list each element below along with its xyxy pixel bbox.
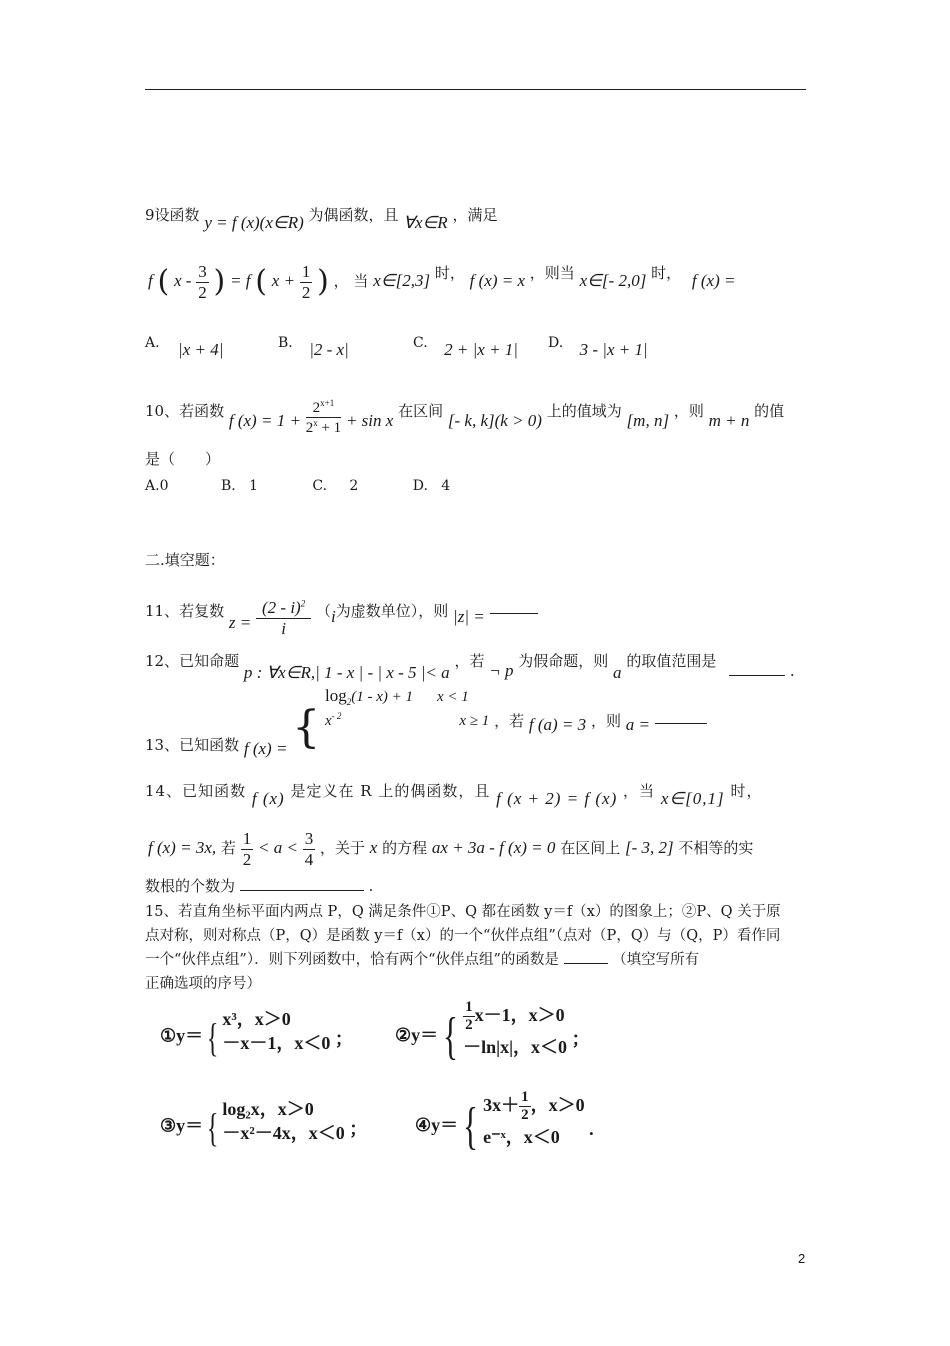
q10-frac: $\frac{2^{x+1}}{2^x + 1}$ xyxy=(305,398,342,437)
q10-line1: 10、若函数 f (x) = 1 + $\frac{2^{x+1}}{2^x + 1}$ + sin x 在区间 [- k, k](k > 0) 上的值域为 [m, n] ，则 m + n 的值 xyxy=(145,398,785,437)
q14-frac-1: $\frac{1}{2}$ xyxy=(242,829,252,869)
q10-opt-c: C. 2 xyxy=(312,478,359,494)
q12-line: 12、已知命题 p : ∀x∈R,| 1 - x | - | x - 5 |< a ，若 ¬ p 为假命题，则 a 的取值范围是 . xyxy=(145,652,795,682)
q15-line4: 正确选项的序号） xyxy=(145,976,261,992)
q9-opt-c: C. 2 + |x + 1| xyxy=(413,335,518,359)
q10-opt-d: D. 4 xyxy=(412,478,451,494)
q15-option-2: ②y＝{ $\frac{1}{2}$ x－1，x＞0 －ln|x|，x＜0 ； xyxy=(395,999,590,1066)
q11-line: 11、若复数 z = $\frac{(2 - i)^2}{i}$ （i为虚数单位），则 |z| = xyxy=(145,592,538,632)
q12-answer-blank[interactable] xyxy=(729,675,785,676)
q13-line: 13、已知函数 f (x) = { $\log_2(1 - x) + 1$ x < 1 $x^{- 2}$ x ≥ 1 ，若 f (a) = 3 ，则 a = xyxy=(145,705,707,763)
q14-line2: f (x) = 3x, 若 $\frac{1}{2}$ < a < $\frac{3}{4}$ ，关于 x 的方程 ax + 3a - f (x) = 0 在区间上 [- 3, 2] 不相等的实 xyxy=(148,829,754,869)
q15-answer-blank[interactable] xyxy=(564,963,608,964)
q15-option-1: ①y＝{ x³，x＞0 －x－1，x＜0 ； xyxy=(160,1009,353,1060)
q9-opt-b: B. |2 - x| xyxy=(278,335,349,359)
q10-opt-a: A.0 xyxy=(145,478,169,494)
q10-opt-b: B. 1 xyxy=(220,478,258,494)
q14-line3: 数根的个数为 . xyxy=(145,877,374,895)
q11-frac: $\frac{(2 - i)^2}{i}$ xyxy=(256,598,311,638)
q9-line2: f ( x - $\frac{3}{2}$ ) = f ( x + $\frac{1}{2}$ ) ， 当 x∈[2,3] 时， f (x) = x ，则当 x∈[- 2,0] 时， f (x) = xyxy=(148,262,736,302)
q15-option-4: ④y＝{ 3x＋ $\frac{1}{2}$ ，x＞0 e⁻ˣ，x＜0 . xyxy=(415,1089,594,1156)
q13-cases: $\log_2(1 - x) + 1$ x < 1 $x^{- 2}$ x ≥ 1 xyxy=(325,686,490,729)
q15-option-3: ③y＝{ log₂x，x＞0 －x²－4x，x＜0 ； xyxy=(160,1099,368,1150)
section-title: 二.填空题： xyxy=(145,551,225,569)
q14-answer-blank[interactable] xyxy=(240,890,364,891)
q13-answer-blank[interactable] xyxy=(655,723,707,724)
page-number: 2 xyxy=(798,1251,806,1266)
q9-opt-a: A. |x + 4| xyxy=(145,335,224,359)
header-rule xyxy=(145,89,806,90)
q15-line2: 点对称，则对称点（P，Q）是函数 y＝f（x）的一个“伙伴点组”（点对（P，Q）与（Q，P）看作同 xyxy=(145,928,781,944)
q9-opt-d: D. 3 - |x + 1| xyxy=(548,335,648,359)
q14-line1: 14、已知函数 f (x) 是定义在 R 上的偶函数，且 f (x + 2) = f (x) ，当 x∈[0,1] 时， xyxy=(145,782,763,808)
q14-frac-2: $\frac{3}{4}$ xyxy=(304,829,314,869)
q11-answer-blank[interactable] xyxy=(490,613,538,614)
q15-line3: 一个“伙伴点组”）．则下列函数中，恰有两个“伙伴点组”的函数是 （填空写所有 xyxy=(145,952,700,968)
q15-line1: 15、若直角坐标平面内两点 P，Q 满足条件①P、Q 都在函数 y＝f（x）的图象上；②P、Q 关于原 xyxy=(145,904,781,920)
q9-frac-1: $\frac{3}{2}$ xyxy=(198,262,207,302)
q9-line1: 9设函数 y = f (x)(x∈R) 为偶函数，且 ∀x∈R ，满足 xyxy=(145,206,498,232)
q10-line2: 是（ ） xyxy=(145,450,221,468)
q9-frac-2: $\frac{1}{2}$ xyxy=(301,262,311,302)
q10-options xyxy=(145,479,450,493)
